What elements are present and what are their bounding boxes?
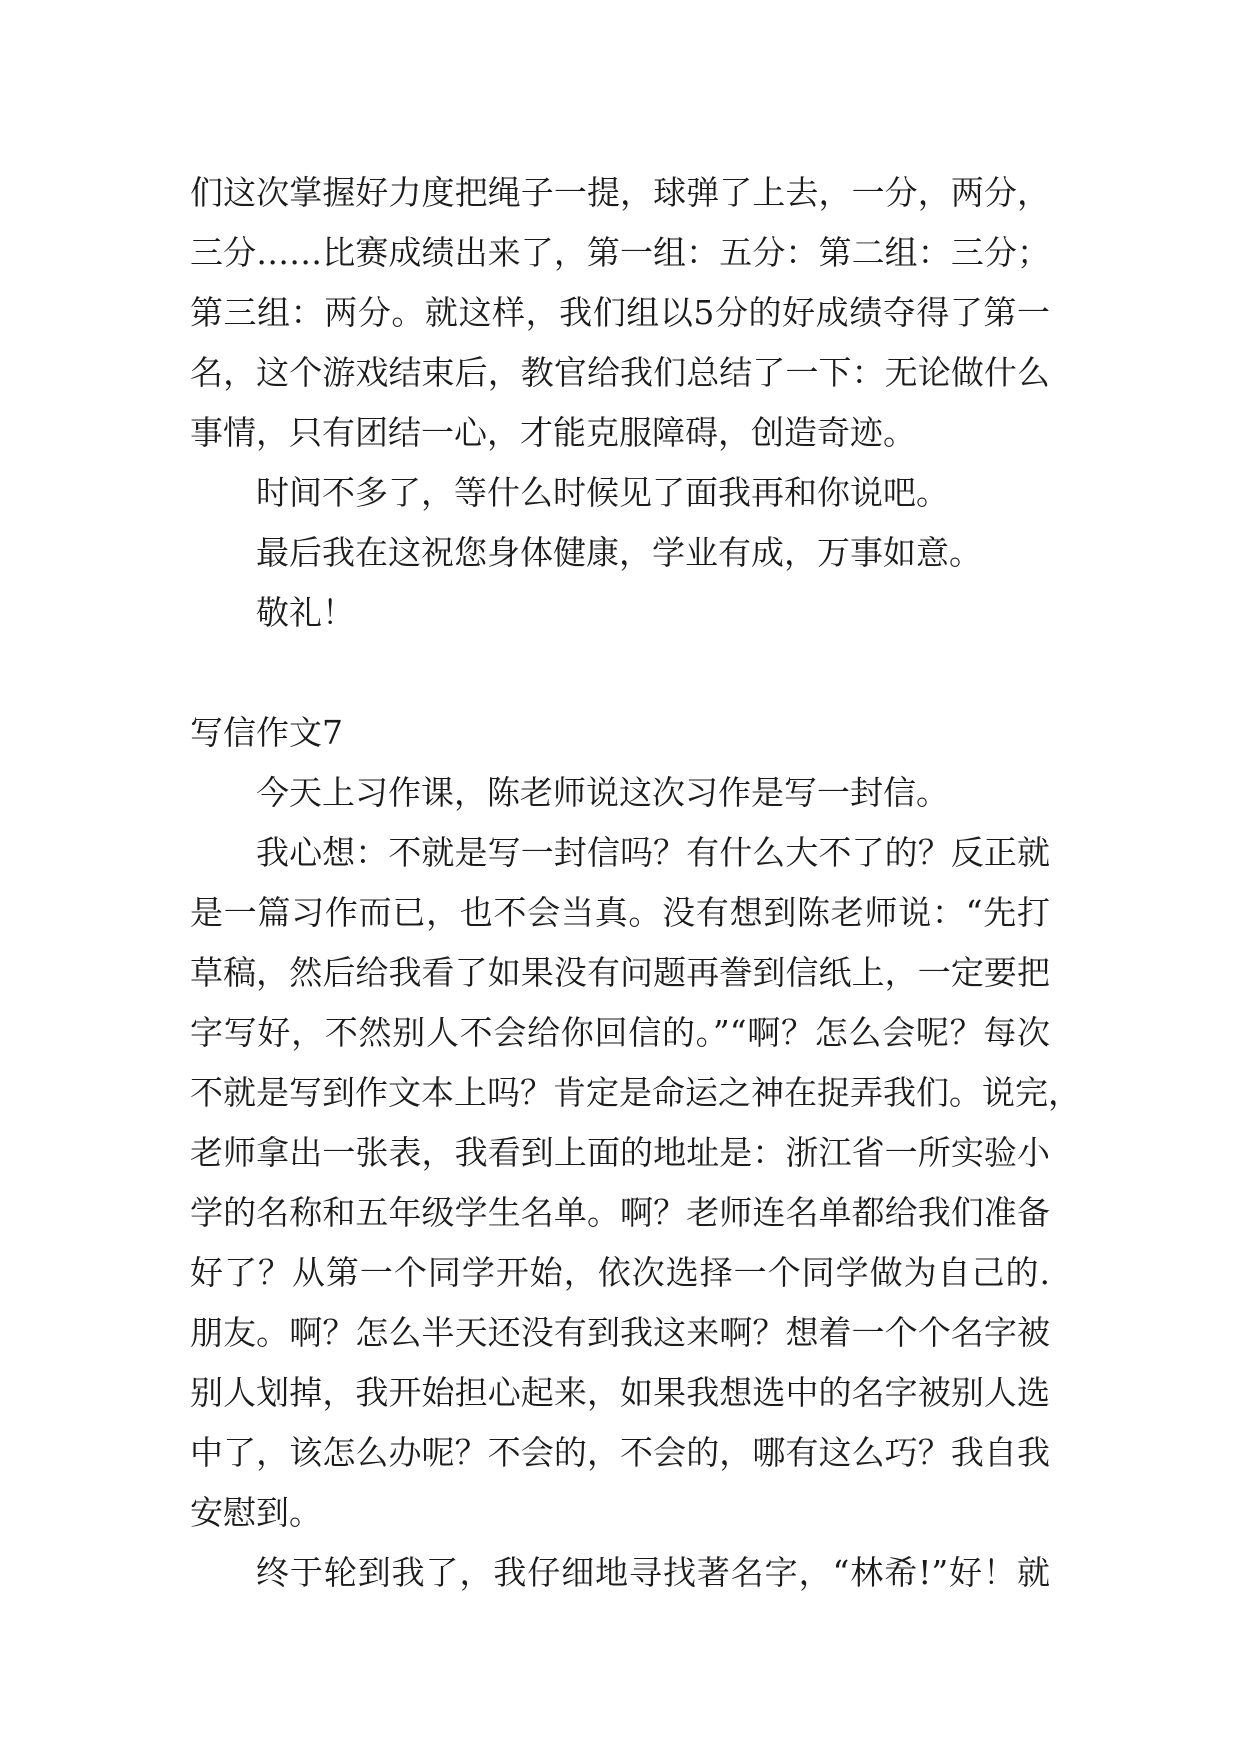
text-line: 安慰到。	[190, 1493, 322, 1532]
text-line: 是一篇习作而已，也不会当真。没有想到陈老师说：“先打	[190, 893, 1050, 932]
text-line: 学的名称和五年级学生名单。啊？老师连名单都给我们准备	[190, 1193, 1050, 1232]
text-line: 别人划掉，我开始担心起来，如果我想选中的名字被别人选	[190, 1373, 1050, 1412]
section-title: 写信作文7	[190, 713, 343, 752]
text-line: 好了？从第一个同学开始，依次选择一个同学做为自己的.	[190, 1253, 1050, 1292]
text-line: 不就是写到作文本上吗？肯定是命运之神在捉弄我们。说完，	[190, 1073, 1081, 1112]
section-spacer	[190, 643, 1050, 703]
text-line: 们这次掌握好力度把绳子一提，球弹了上去，一分，两分，	[190, 173, 1050, 212]
text-line: 字写好，不然别人不会给你回信的。”“啊？怎么会呢？每次	[190, 1013, 1050, 1052]
text-line: 我心想：不就是写一封信吗？有什么大不了的？反正就	[256, 833, 1050, 872]
paragraph: 最后我在这祝您身体健康，学业有成，万事如意。	[256, 533, 982, 572]
document-body	[190, 163, 1081, 1603]
text-line: 事情，只有团结一心，才能克服障碍，创造奇迹。	[190, 413, 916, 452]
text-line: 第三组：两分。就这样，我们组以5分的好成绩夺得了第一	[190, 293, 1050, 332]
text-line: 三分……比赛成绩出来了，第一组：五分：第二组：三分；	[190, 233, 1050, 272]
text-line: 老师拿出一张表，我看到上面的地址是：浙江省一所实验小	[190, 1133, 1050, 1172]
paragraph: 今天上习作课，陈老师说这次习作是写一封信。	[256, 773, 949, 812]
text-line: 朋友。啊？怎么半天还没有到我这来啊？想着一个个名字被	[190, 1313, 1050, 1352]
text-line: 终于轮到我了，我仔细地寻找著名字，“林希!”好！就	[256, 1553, 1050, 1592]
text-line: 草稿，然后给我看了如果没有问题再誊到信纸上，一定要把	[190, 953, 1050, 992]
closing-salutation: 敬礼！	[256, 593, 355, 632]
text-line: 中了，该怎么办呢？不会的，不会的，哪有这么巧？我自我	[190, 1433, 1050, 1472]
paragraph: 时间不多了，等什么时候见了面我再和你说吧。	[256, 473, 949, 512]
text-line: 名，这个游戏结束后，教官给我们总结了一下：无论做什么	[190, 353, 1050, 392]
